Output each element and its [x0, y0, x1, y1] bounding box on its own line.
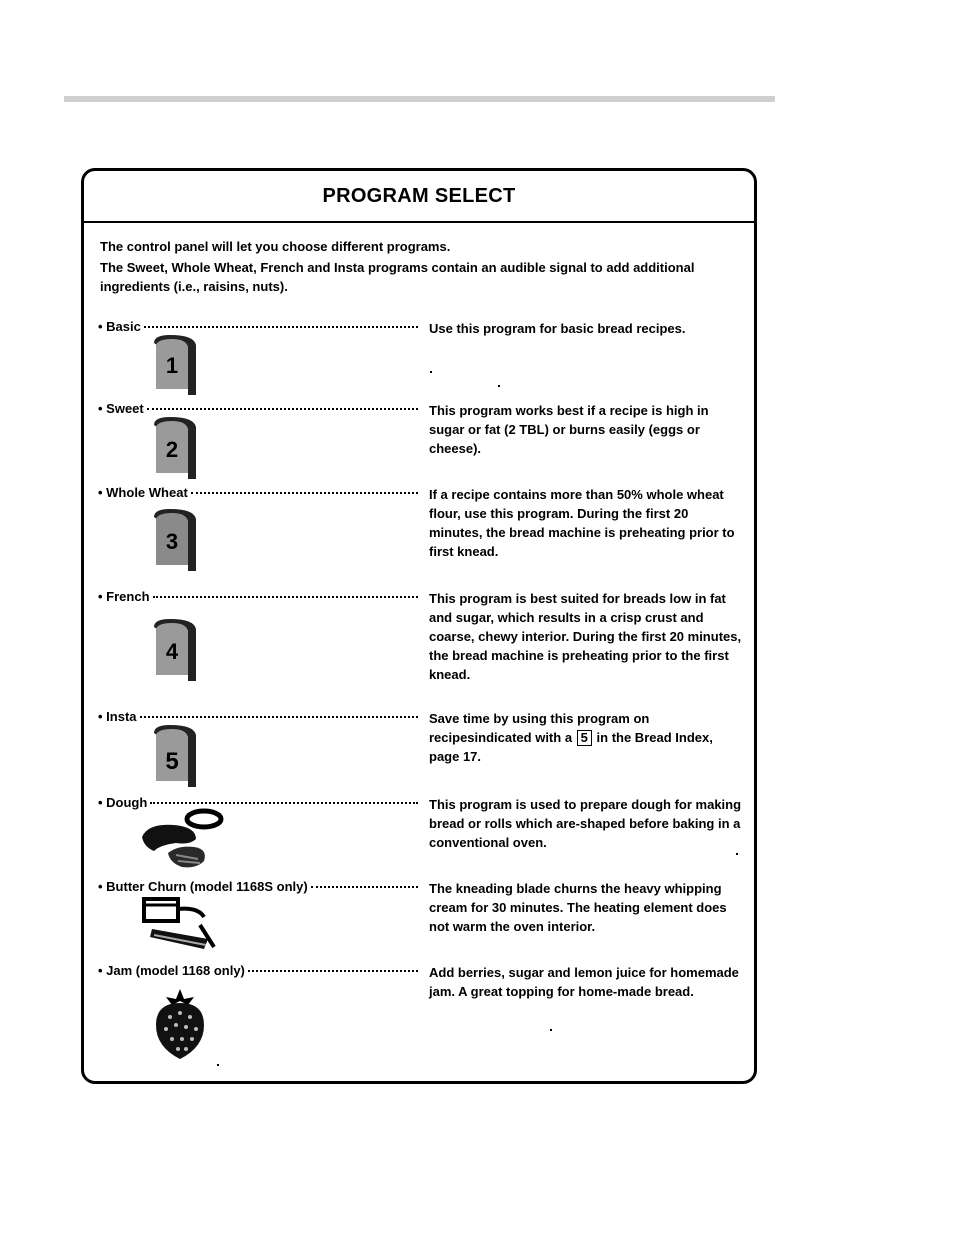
intro-line-1: The control panel will let you choose different programs.: [100, 239, 451, 254]
panel-title: PROGRAM SELECT: [322, 184, 516, 207]
scan-speck: [217, 1064, 219, 1066]
bread-slice-2-icon: [148, 415, 204, 481]
program-desc-dough: This program is used to prepare dough for making bread or rolls which are-shaped before baking in a conventional oven.: [429, 797, 742, 850]
top-rule: [64, 96, 775, 102]
program-label-french: • French: [98, 589, 150, 604]
program-label-insta: • Insta: [98, 709, 137, 724]
program-desc-whole-wheat: If a recipe contains more than 50% whole wheat flour, use this program. During the first 20 minutes, the bread machine is preheating prior to first knead.: [429, 487, 735, 559]
program-select-panel: [81, 168, 757, 1084]
bread-slice-1-icon: [148, 333, 204, 397]
leader-dots: [248, 970, 418, 972]
bread-number-3: 3: [165, 529, 179, 554]
program-desc-butter-churn: The kneading blade churns the heavy whipping cream for 30 minutes. The heating element does not warm the oven interior.: [429, 881, 727, 934]
program-label-sweet: • Sweet: [98, 401, 144, 416]
leader-dots: [311, 886, 418, 888]
insta-desc-part-1: Save time by using this program on recipesindicated with a: [429, 711, 650, 745]
bread-number-5: 5: [165, 748, 179, 775]
leader-dots: [140, 716, 418, 718]
program-label-whole-wheat: • Whole Wheat: [98, 485, 188, 500]
bread-number-4: 4: [165, 639, 179, 664]
program-desc-basic: Use this program for basic bread recipes.: [429, 321, 686, 336]
program-label-dough: • Dough: [98, 795, 148, 810]
program-label-basic: • Basic: [98, 319, 141, 334]
strawberry-icon: [150, 985, 210, 1063]
panel-header: [84, 171, 754, 223]
insta-number-badge: 5: [577, 730, 592, 746]
insta-desc-part-2: in the Bread Index, page 17.: [429, 730, 713, 764]
leader-dots: [147, 408, 418, 410]
program-desc-insta: [429, 709, 744, 766]
dough-roll-icon: [138, 801, 234, 873]
program-label-jam: • Jam (model 1168 only): [98, 963, 245, 978]
butter-churn-icon: [138, 895, 222, 955]
leader-dots: [144, 326, 418, 328]
scan-speck: [430, 371, 432, 373]
intro-line-2: The Sweet, Whole Wheat, French and Insta programs contain an audible signal to add additional ingredients (i.e., raisins, nuts).: [100, 260, 695, 294]
bread-number-1: 1: [165, 353, 179, 378]
leader-dots: [153, 596, 418, 598]
program-desc-jam: Add berries, sugar and lemon juice for homemade jam. A great topping for home-made bread.: [429, 965, 739, 999]
scan-speck: [550, 1029, 552, 1031]
bread-slice-4-icon: [148, 617, 204, 683]
intro-text: [100, 237, 740, 298]
scan-speck: [498, 385, 500, 387]
bread-slice-5-icon: [148, 723, 204, 789]
scan-speck: [736, 853, 738, 855]
program-label-butter-churn: • Butter Churn (model 1168S only): [98, 879, 308, 894]
program-desc-french: This program is best suited for breads low in fat and sugar, which results in a crisp crust and coarse, chewy interior. During the first 20 minutes, the bread machine is preheating prior to the first knead.: [429, 591, 742, 682]
leader-dots: [191, 492, 418, 494]
bread-slice-3-icon: [148, 507, 204, 573]
program-desc-sweet: This program works best if a recipe is high in sugar or fat (2 TBL) or burns easily (eggs or cheese).: [429, 403, 709, 456]
bread-number-2: 2: [165, 437, 179, 462]
